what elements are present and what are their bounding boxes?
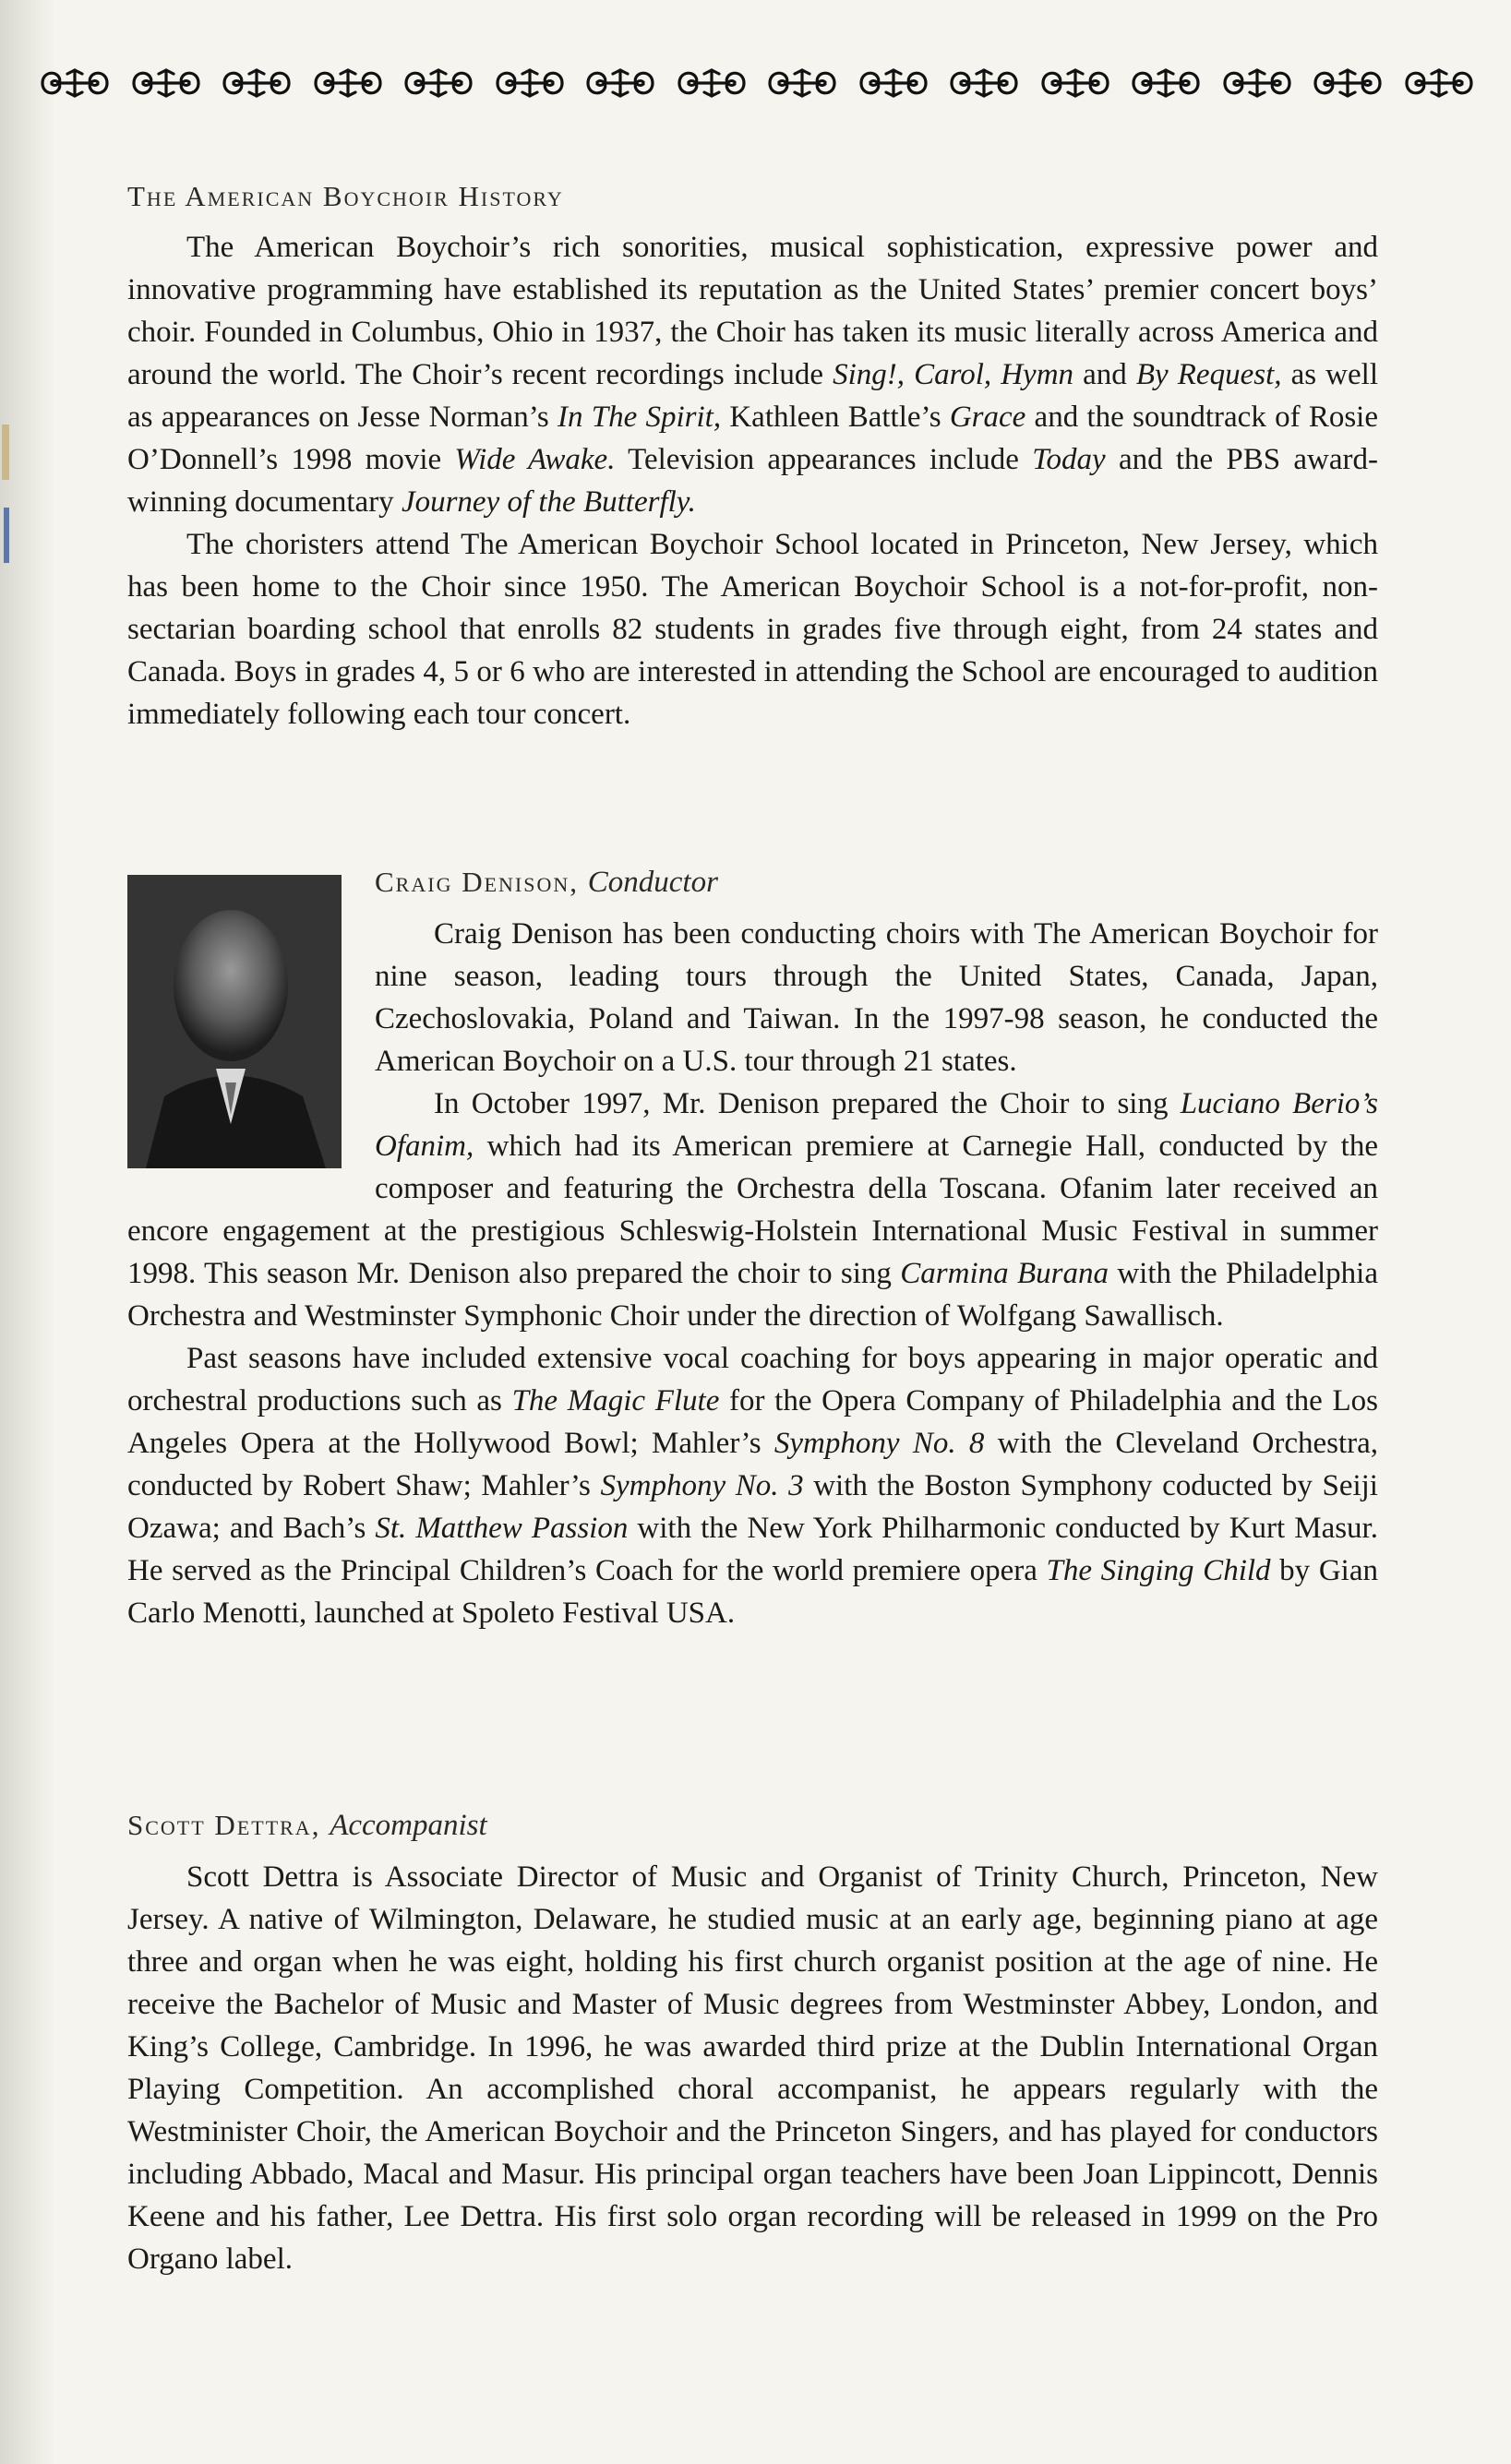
text-run: by Gian Carlo Menotti, launched at Spoleto Festival USA. xyxy=(127,1554,1378,1630)
page-binding-shadow xyxy=(0,0,55,2464)
recording-title: Sing!, Carol, Hymn xyxy=(833,358,1074,391)
denison-paragraph-3 xyxy=(127,1337,1378,1634)
scroll-ornament-icon xyxy=(582,63,658,103)
text-run: Past seasons have included extensive vocal coaching for boys appearing in major operatic and orchestral productions such as xyxy=(127,1342,1378,1417)
text-run: with the New York Philharmonic conducted by Kurt Masur. He served as the Principal Children’s Coach for the world premiere opera xyxy=(127,1512,1378,1587)
work-title: Symphony No. 8 xyxy=(773,1427,985,1460)
movie-title: Wide Awake. xyxy=(454,443,616,476)
scroll-ornament-icon xyxy=(1401,63,1477,103)
edge-mark-blue xyxy=(4,508,9,563)
text-run: Television appearances include xyxy=(615,443,1033,476)
scroll-ornament-icon xyxy=(1219,63,1295,103)
dettra-paragraph-1: Scott Dettra is Associate Director of Music and Organist of Trinity Church, Princeton, New Jersey. A native of Wilmington, Delaware, he studied music at an early age, beginning piano at age three and organ when he was eight, holding his first church organist position at the age of nine. He receive the Bachelor of Music and Master of Music degrees from Westminster Abbey, London, and King’s College, Cambridge. In 1996, he was awarded third prize at the Dublin International Organ Playing Competition. An accomplished choral accompanist, he appears regularly with the Westminister Choir, the American Boychoir and the Princeton Singers, and has played for conductors including Abbado, Macal and Masur. His principal organ teachers have been Joan Lippincott, Dennis Keene and his father, Lee Dettra. His first solo organ recording will be released in 1999 on the Pro Organo label. xyxy=(127,1860,1378,2276)
text-run: and the PBS award-winning documentary xyxy=(127,443,1379,519)
text-run: In October 1997, Mr. Denison prepared the Choir to sing xyxy=(434,1087,1181,1120)
text-run: The American Boychoir’s rich sonorities, musical sophistication, expressive power and innovative programming have established its reputation as the United States’ premier concert boys’ choir. Founded in Columbus, Ohio in 1937, the Choir has taken its music literally across America and around the world. The Choir’s recent recordings include xyxy=(127,231,1378,391)
work-title: Carmina Burana xyxy=(900,1257,1109,1290)
text-run: with the Boston Symphony coducted by Seiji Ozawa; and Bach’s xyxy=(127,1469,1378,1545)
scroll-ornament-icon xyxy=(1128,63,1204,103)
page-edge-marks xyxy=(0,406,13,591)
text-run: and xyxy=(1073,358,1136,391)
tv-show-title: Today xyxy=(1032,443,1106,476)
dettra-heading xyxy=(127,1809,1378,1843)
work-title: The Magic Flute xyxy=(511,1384,720,1417)
history-heading: The American Boychoir History xyxy=(127,180,564,212)
scroll-ornament-icon xyxy=(1310,63,1385,103)
person-role: Accompanist xyxy=(330,1809,487,1842)
scroll-ornament-icon xyxy=(764,63,840,103)
history-paragraph-1 xyxy=(127,226,1378,523)
text-run: and the soundtrack of Rosie O’Donnell’s 1998 movie xyxy=(127,401,1378,476)
person-name: Scott Dettra, xyxy=(127,1809,321,1841)
scroll-ornament-icon xyxy=(1037,63,1113,103)
scroll-ornament-icon xyxy=(37,63,113,103)
text-run: Kathleen Battle’s xyxy=(721,401,950,434)
text-run: with the Philadelphia Orchestra and Westminster Symphonic Choir under the direction of Wolfgang Sawallisch. xyxy=(127,1257,1378,1333)
dettra-section xyxy=(127,1809,1378,2280)
scroll-ornament-icon xyxy=(946,63,1022,103)
scroll-ornament-icon xyxy=(492,63,568,103)
text-run: as well as appearances on Jesse Norman’s xyxy=(127,358,1378,434)
denison-section xyxy=(127,866,1378,1634)
documentary-title: Journey of the Butterfly. xyxy=(401,485,696,519)
ornamental-border xyxy=(37,63,1477,103)
work-title: St. Matthew Passion xyxy=(375,1512,629,1545)
text-run: for the Opera Company of Philadelphia and the Los Angeles Opera at the Hollywood Bowl; Mahler’s xyxy=(127,1384,1378,1460)
recording-title: In The Spirit, xyxy=(557,401,722,434)
denison-portrait-photo xyxy=(127,875,342,1168)
person-role: Conductor xyxy=(587,866,718,899)
work-title: Luciano Berio’s Ofanim, xyxy=(375,1087,1378,1163)
portrait-image xyxy=(127,875,342,1168)
recording-title: By Request, xyxy=(1135,358,1282,391)
edge-mark-tan xyxy=(2,425,9,480)
person-name: Craig Denison, xyxy=(375,866,580,898)
scroll-ornament-icon xyxy=(219,63,294,103)
work-title: The Singing Child xyxy=(1046,1554,1271,1587)
scroll-ornament-icon xyxy=(856,63,931,103)
scroll-ornament-icon xyxy=(401,63,476,103)
text-run: with the Cleveland Orchestra, conducted by Robert Shaw; Mahler’s xyxy=(127,1427,1379,1502)
history-paragraph-2: The choristers attend The American Boychoir School located in Princeton, New Jersey, which has been home to the Choir since 1950. The American Boychoir School is a not-for-profit, non-sectarian boarding school that enrolls 82 students in grades five through eight, from 24 states and Canada. Boys in grades 4, 5 or 6 who are interested in attending the School are encouraged to audition immediately following each tour concert. xyxy=(127,528,1378,731)
scroll-ornament-icon xyxy=(128,63,204,103)
scroll-ornament-icon xyxy=(674,63,750,103)
text-run: which had its American premiere at Carnegie Hall, conducted by the composer and featuring the Orchestra della Toscana. Ofanim later received an encore engagement at the prestigious Schleswig-Holstein International Music Festival in summer 1998. This season Mr. Denison also prepared the choir to sing xyxy=(127,1130,1378,1290)
history-section xyxy=(127,180,1378,736)
scroll-ornament-icon xyxy=(310,63,386,103)
recording-title: Grace xyxy=(949,401,1026,434)
denison-paragraph-1: Craig Denison has been conducting choirs with The American Boychoir for nine season, leading tours through the United States, Canada, Japan, Czechoslovakia, Poland and Taiwan. In the 1997-98 season, he conducted the American Boychoir on a U.S. tour through 21 states. xyxy=(375,917,1378,1078)
work-title: Symphony No. 3 xyxy=(600,1469,804,1502)
